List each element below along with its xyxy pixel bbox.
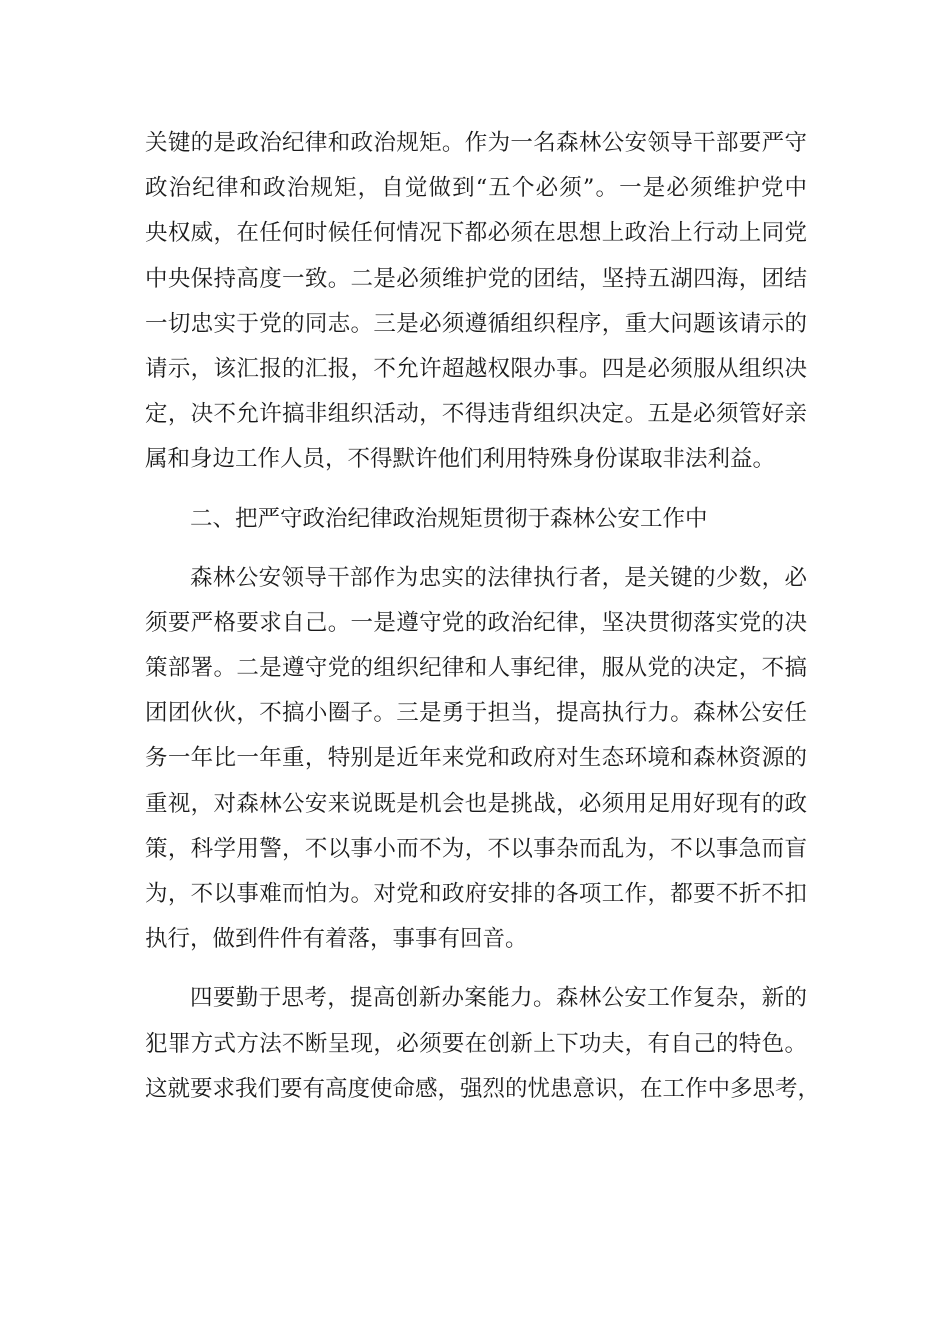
paragraph-spacer <box>145 549 807 563</box>
paragraph-line: 务一年比一年重，特别是近年来党和政府对生态环境和森林资源的 <box>145 745 807 772</box>
paragraph-line: 中央保持高度一致。二是必须维护党的团结，坚持五湖四海，团结 <box>145 265 807 292</box>
paragraph-line: 森林公安领导干部作为忠实的法律执行者，是关键的少数，必 <box>190 564 807 591</box>
paragraph-spacer <box>145 969 807 983</box>
paragraph-line: 政治纪律和政治规矩，自觉做到“五个必须”。一是必须维护党中 <box>145 175 807 202</box>
paragraph-line: 请示，该汇报的汇报，不允许超越权限办事。四是必须服从组织决 <box>145 355 807 382</box>
paragraph-line: 策部署。二是遵守党的组织纪律和人事纪律，服从党的决定，不搞 <box>145 655 807 682</box>
paragraph-line: 须要严格要求自己。一是遵守党的政治纪律，坚决贯彻落实党的决 <box>145 609 807 636</box>
paragraph-1 <box>145 128 807 490</box>
paragraph-line: 定，决不允许搞非组织活动，不得违背组织决定。五是必须管好亲 <box>145 401 807 428</box>
paragraph-line: 为，不以事难而怕为。对党和政府安排的各项工作，都要不折不扣 <box>145 881 807 907</box>
document-body <box>145 128 821 1119</box>
section-heading <box>145 504 807 549</box>
paragraph-spacer <box>145 490 807 504</box>
paragraph-4 <box>145 983 821 1119</box>
paragraph-line: 关键的是政治纪律和政治规矩。作为一名森林公安领导干部要严守 <box>145 130 807 156</box>
paragraph-line: 策，科学用警，不以事小而不为，不以事杂而乱为，不以事急而盲 <box>145 835 807 862</box>
paragraph-line: 一切忠实于党的同志。三是必须遵循组织程序，重大问题该请示的 <box>145 310 807 337</box>
heading-line: 二、把严守政治纪律政治规矩贯彻于森林公安工作中 <box>190 505 708 532</box>
paragraph-line: 央权威，在任何时候任何情况下都必须在思想上政治上行动上同党 <box>145 220 807 247</box>
paragraph-line: 执行，做到件件有着落，事事有回音。 <box>145 926 528 953</box>
paragraph-3 <box>145 563 807 970</box>
paragraph-line: 重视，对森林公安来说既是机会也是挑战，必须用足用好现有的政 <box>145 790 807 817</box>
paragraph-line: 犯罪方式方法不断呈现，必须要在创新上下功夫，有自己的特色。 <box>145 1030 807 1057</box>
paragraph-line: 属和身边工作人员，不得默许他们利用特殊身份谋取非法利益。 <box>145 446 776 473</box>
paragraph-line: 四要勤于思考，提高创新办案能力。森林公安工作复杂，新的 <box>190 985 807 1012</box>
paragraph-line: 这就要求我们要有高度使命感，强烈的忧患意识，在工作中多思考， <box>145 1075 821 1102</box>
paragraph-line: 团团伙伙，不搞小圈子。三是勇于担当，提高执行力。森林公安任 <box>145 700 807 727</box>
